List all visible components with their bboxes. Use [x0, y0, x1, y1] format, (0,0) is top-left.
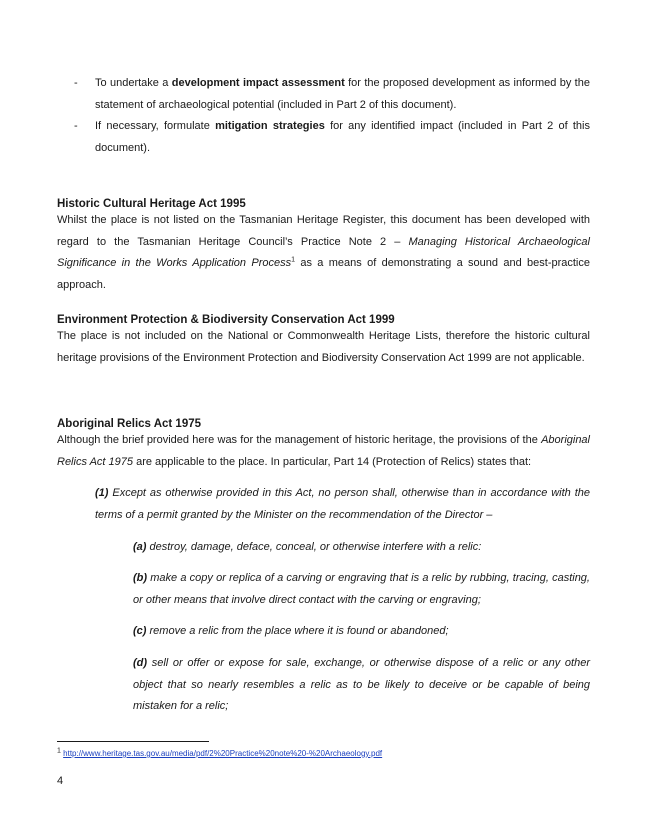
footnote-reference[interactable]: 1: [291, 256, 296, 264]
heading-historic-act: Historic Cultural Heritage Act 1995: [57, 198, 246, 210]
quote-clause-b: (b) make a copy or replica of a carving or engraving that is a relic by rubbing, tracing, casting, or other means that involve direct contact with the carving or engraving;: [133, 572, 590, 606]
heading-epbc-act: Environment Protection & Biodiversity Conservation Act 1999: [57, 314, 395, 326]
footnote-divider: [57, 741, 209, 742]
dash-bullet: -: [74, 77, 78, 89]
list-item: - If necessary, formulate mitigation strategies for any identified impact (included in Part 2 of this document).: [57, 116, 590, 159]
quote-clause-d: (d) sell or offer or expose for sale, exchange, or otherwise dispose of a relic or any other object that so nearly resembles a relic as to be likely to deceive or be capable of being mistaken for a relic;: [133, 657, 590, 712]
paragraph-historic-act: Whilst the place is not listed on the Tasmanian Heritage Register, this document has been developed with regard to the Tasmanian Heritage Council’s Practice Note 2 – Managing Historical Archaeological Significance in the Works Application Process$^1$ as a means of demonstrating a sound and best-practice approach.: [57, 214, 590, 291]
heading-aboriginal-act: Aboriginal Relics Act 1975: [57, 418, 202, 430]
footnote-mark: 1: [57, 747, 61, 755]
footnote-link[interactable]: http://www.heritage.tas.gov.au/media/pdf/2%20Practice%20note%20-%20Archaeology.pdf: [63, 749, 383, 758]
list-item: - To undertake a development impact assessment for the proposed development as informed by the statement of archaeological potential (included in Part 2 of this document).: [57, 73, 590, 116]
page-number: 4: [57, 775, 64, 787]
dash-bullet: -: [74, 120, 78, 132]
quote-clause-1: (1) Except as otherwise provided in this Act, no person shall, otherwise than in accordance with the terms of a permit granted by the Minister on the recommendation of the Director –: [95, 487, 590, 521]
quote-clause-c: (c) remove a relic from the place where it is found or abandoned;: [133, 625, 449, 637]
objectives-list: [57, 73, 590, 159]
footnote: [57, 748, 382, 760]
paragraph-aboriginal-act: Although the brief provided here was for the management of historic heritage, the provisions of the Aboriginal Relics Act 1975 are applicable to the place. In particular, Part 14 (Protection of Relics) states that:: [57, 434, 590, 468]
paragraph-epbc-act: The place is not included on the National or Commonwealth Heritage Lists, therefore the historic cultural heritage provisions of the Environment Protection and Biodiversity Conservation Act 1999 are not applicable.: [57, 330, 590, 364]
quote-clause-a: (a) destroy, damage, deface, conceal, or otherwise interfere with a relic:: [133, 541, 482, 553]
